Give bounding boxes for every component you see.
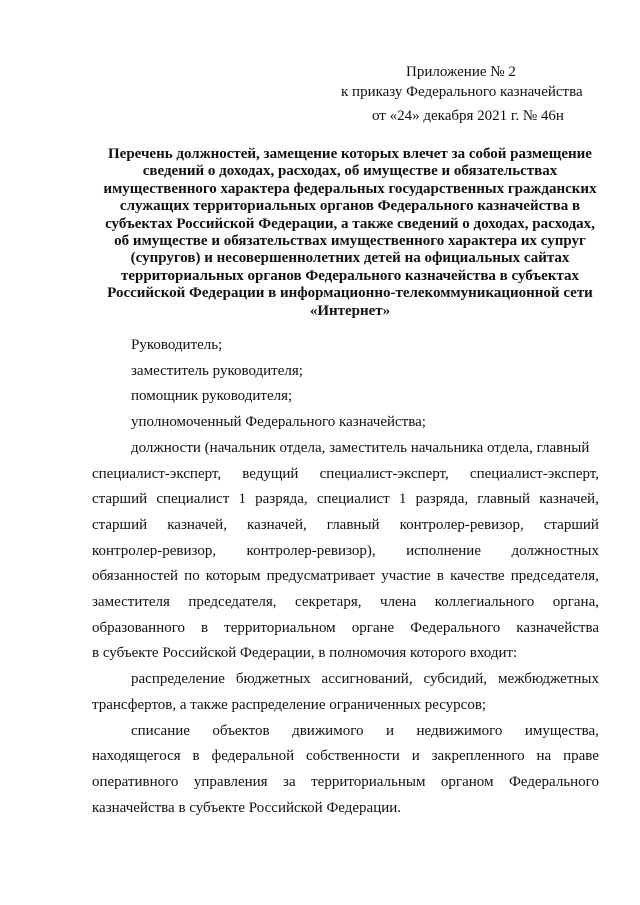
- title-line: сведений о доходах, расходах, об имуществе и обязательствах: [142, 163, 558, 180]
- title-line: Российской Федерации в информационно-телекоммуникационной сети: [107, 285, 593, 302]
- word: 1: [398, 491, 407, 508]
- paragraph-line: [92, 564, 599, 590]
- word: на: [536, 748, 552, 765]
- word: имущества,: [524, 722, 599, 739]
- word: списание: [131, 722, 190, 739]
- title-line: «Интернет»: [309, 302, 391, 319]
- title-line: (супругов) и несовершеннолетних детей на официальных сайтах: [130, 250, 570, 267]
- paragraph-line: [92, 667, 599, 693]
- word: секретаря,: [295, 594, 362, 611]
- paragraph-line: [92, 770, 599, 796]
- title-line: об имуществе и обязательствах имущественного характера их супруг: [114, 233, 586, 250]
- word: закрепленного: [431, 748, 525, 765]
- word: старший: [92, 491, 148, 508]
- word: субсидий,: [423, 671, 488, 688]
- word: органа,: [552, 594, 599, 611]
- word: исполнение: [406, 542, 481, 559]
- word: участие: [381, 568, 431, 585]
- word: и: [385, 722, 394, 739]
- word: Федерального: [410, 619, 501, 636]
- word: специалист: [156, 491, 230, 508]
- word: праве: [563, 748, 599, 765]
- word: качестве: [450, 568, 505, 585]
- paragraph-line: [92, 487, 599, 513]
- word: которым: [205, 568, 261, 585]
- word: межбюджетных: [497, 671, 599, 688]
- word: старший: [92, 516, 148, 533]
- document-body: [92, 333, 599, 821]
- appendix-header: [0, 0, 640, 150]
- word: казначей,: [247, 516, 307, 533]
- word: Федерального: [508, 773, 599, 790]
- word: должностных: [511, 542, 599, 559]
- word: разряда,: [255, 491, 308, 508]
- title-line: служащих территориальных органов Федерального казначейства в: [119, 198, 581, 215]
- word: ассигнований,: [321, 671, 413, 688]
- title-line: субъектах Российской Федерации, а также сведений о доходах, расходах,: [105, 215, 595, 232]
- word: территориальным: [311, 773, 426, 790]
- list-item: заместитель руководителя;: [131, 362, 303, 379]
- paragraph-line: [92, 590, 599, 616]
- positions-paragraph: [92, 436, 599, 667]
- word: органом: [440, 773, 494, 790]
- word: казначей,: [539, 491, 599, 508]
- title-line: имущественного характера федеральных государственных гражданских: [103, 180, 597, 197]
- list-item: помощник руководителя;: [131, 388, 293, 405]
- appendix-order-reference: к приказу Федерального казначейства: [341, 84, 583, 100]
- word: обязанностей: [92, 568, 179, 585]
- title-line: Перечень должностей, замещение которых влечет за собой размещение: [108, 146, 592, 162]
- list-item: Руководитель;: [131, 337, 223, 353]
- paragraph-line: [92, 616, 599, 642]
- word: движимого: [292, 722, 364, 739]
- word: специалист: [316, 491, 390, 508]
- budget-paragraph: [92, 667, 599, 718]
- word: территориальном: [224, 619, 336, 636]
- word: казначейства: [516, 619, 599, 636]
- paragraph-line: [92, 513, 599, 539]
- word: бюджетных: [235, 671, 311, 688]
- paragraph-line: [92, 744, 599, 770]
- word: коллегиального: [434, 594, 535, 611]
- word: специалист-эксперт,: [319, 465, 449, 482]
- word: и: [411, 748, 420, 765]
- paragraph-line: казначейства в субъекте Российской Федерации.: [92, 799, 402, 816]
- word: председателя,: [510, 568, 599, 585]
- word: главный: [477, 491, 531, 508]
- word: главный: [326, 516, 380, 533]
- paragraph-line: в субъекте Российской Федерации, в полномочия которого входит:: [92, 645, 518, 662]
- paragraph-line: [92, 719, 599, 745]
- word: 1: [238, 491, 246, 508]
- list-item: уполномоченный Федерального казначейства;: [131, 414, 426, 431]
- word: собственности: [306, 748, 400, 765]
- word: органе: [351, 619, 395, 636]
- appendix-date-line: от «24» декабря 2021 г. № 46н: [372, 108, 564, 124]
- title-line: территориальных органов Федерального казначейства в субъектах: [120, 267, 580, 284]
- word: контролер-ревизор,: [92, 542, 217, 559]
- word: в: [436, 568, 445, 585]
- word: казначей,: [167, 516, 227, 533]
- word: федеральной: [211, 748, 295, 765]
- word: ведущий: [242, 465, 299, 482]
- word: за: [283, 773, 296, 790]
- word: распределение: [131, 671, 225, 688]
- word: по: [184, 568, 200, 585]
- document-title: [92, 146, 608, 320]
- paragraph-line: [92, 462, 599, 488]
- word: объектов: [212, 722, 270, 739]
- writeoff-paragraph: [92, 719, 599, 822]
- word: в: [192, 748, 200, 765]
- paragraph-line: трансфертов, а также распределение ограниченных ресурсов;: [92, 696, 487, 713]
- word: управления: [193, 773, 268, 790]
- word: специалист-эксперт,: [469, 465, 599, 482]
- appendix-title: Приложение № 2: [406, 64, 516, 80]
- word: образованного: [92, 619, 186, 636]
- word: недвижимого: [416, 722, 503, 739]
- word: в: [201, 619, 209, 636]
- word: специалист-эксперт,: [92, 465, 222, 482]
- word: предусматривает: [266, 568, 376, 585]
- word: контролер-ревизор,: [399, 516, 524, 533]
- word: председателя,: [188, 594, 277, 611]
- word: находящегося: [92, 748, 181, 765]
- word: заместителя: [92, 594, 170, 611]
- paragraph-line: должности (начальник отдела, заместитель начальника отдела, главный: [131, 439, 590, 456]
- word: контролер-ревизор),: [246, 542, 376, 559]
- word: оперативного: [92, 773, 179, 790]
- word: старший: [543, 516, 599, 533]
- word: члена: [379, 594, 417, 611]
- paragraph-line: [92, 539, 599, 565]
- word: разряда,: [415, 491, 469, 508]
